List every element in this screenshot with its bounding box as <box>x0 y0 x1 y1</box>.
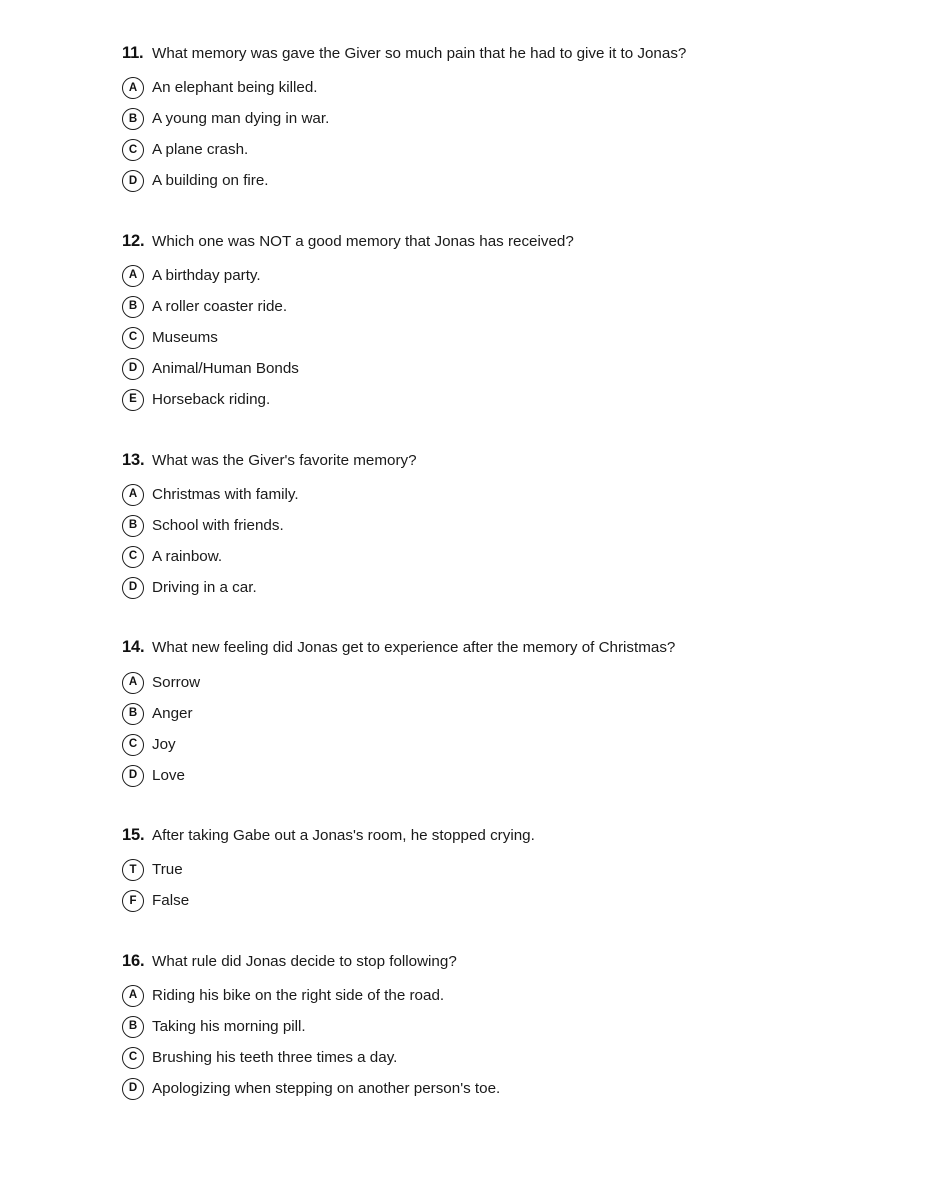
answer-option[interactable] <box>122 510 866 541</box>
question-line <box>122 44 866 64</box>
question-line <box>122 952 866 972</box>
option-text: Brushing his teeth three times a day. <box>152 1049 398 1067</box>
question-number: 11. <box>122 44 144 62</box>
option-text: Horseback riding. <box>152 391 271 409</box>
answer-option[interactable] <box>122 166 866 197</box>
answer-option[interactable] <box>122 385 866 416</box>
question-number: 15. <box>122 826 145 844</box>
option-marker-circle-icon[interactable]: D <box>122 765 144 787</box>
question-text: What memory was gave the Giver so much pain that he had to give it to Jonas? <box>152 45 687 62</box>
question-text: What rule did Jonas decide to stop following? <box>152 952 457 970</box>
option-marker-circle-icon[interactable]: A <box>122 985 144 1007</box>
question-text: What was the Giver's favorite memory? <box>152 451 417 469</box>
question-line <box>122 451 866 471</box>
question-number: 14. <box>122 638 145 657</box>
option-marker-circle-icon[interactable]: E <box>122 389 144 411</box>
option-text: Taking his morning pill. <box>152 1018 306 1036</box>
answer-option[interactable] <box>122 886 866 917</box>
option-text: Anger <box>152 704 193 722</box>
answer-option[interactable] <box>122 323 866 354</box>
option-marker-circle-icon[interactable]: C <box>122 546 144 568</box>
option-text: Animal/Human Bonds <box>152 360 299 378</box>
option-marker-circle-icon[interactable]: D <box>122 358 144 380</box>
option-text: A roller coaster ride. <box>152 298 288 316</box>
answer-option[interactable] <box>122 667 866 698</box>
question-block <box>122 952 866 1105</box>
question-text: After taking Gabe out a Jonas's room, he stopped crying. <box>152 827 535 844</box>
option-text: A birthday party. <box>152 267 261 285</box>
option-marker-circle-icon[interactable]: T <box>122 859 144 881</box>
question-block <box>122 44 866 197</box>
option-marker-circle-icon[interactable]: A <box>122 484 144 506</box>
question-block <box>122 451 866 604</box>
option-marker-circle-icon[interactable]: B <box>122 1016 144 1038</box>
answer-option[interactable] <box>122 261 866 292</box>
option-marker-circle-icon[interactable]: A <box>122 77 144 99</box>
option-text: True <box>152 861 183 879</box>
answer-option[interactable] <box>122 855 866 886</box>
question-number: 12. <box>122 231 145 250</box>
option-text: A plane crash. <box>152 141 249 159</box>
question-block <box>122 826 866 917</box>
question-number: 16. <box>122 951 145 970</box>
option-marker-circle-icon[interactable]: A <box>122 265 144 287</box>
question-number: 13. <box>122 450 145 469</box>
option-text: A building on fire. <box>152 172 269 190</box>
option-text: Riding his bike on the right side of the road. <box>152 987 445 1005</box>
answer-option[interactable] <box>122 104 866 135</box>
answer-option[interactable] <box>122 760 866 791</box>
question-line <box>122 638 866 658</box>
option-marker-circle-icon[interactable]: B <box>122 515 144 537</box>
option-marker-circle-icon[interactable]: B <box>122 108 144 130</box>
option-text: Love <box>152 766 185 784</box>
option-text: Christmas with family. <box>152 485 299 503</box>
answer-option[interactable] <box>122 698 866 729</box>
option-text: Joy <box>152 735 176 753</box>
answer-option[interactable] <box>122 729 866 760</box>
answer-option[interactable] <box>122 1012 866 1043</box>
question-text: Which one was NOT a good memory that Jonas has received? <box>152 232 574 250</box>
question-block <box>122 232 866 416</box>
question-line <box>122 232 866 252</box>
question-line <box>122 826 866 846</box>
option-text: False <box>152 892 190 910</box>
option-marker-circle-icon[interactable]: C <box>122 139 144 161</box>
answer-option[interactable] <box>122 354 866 385</box>
option-marker-circle-icon[interactable]: D <box>122 170 144 192</box>
option-marker-circle-icon[interactable]: B <box>122 703 144 725</box>
option-text: Driving in a car. <box>152 578 257 596</box>
option-marker-circle-icon[interactable]: C <box>122 1047 144 1069</box>
answer-option[interactable] <box>122 135 866 166</box>
answer-option[interactable] <box>122 73 866 104</box>
option-text: Museums <box>152 329 218 347</box>
option-text: A rainbow. <box>152 547 223 565</box>
answer-option[interactable] <box>122 981 866 1012</box>
option-text: Apologizing when stepping on another person's toe. <box>152 1080 501 1098</box>
option-marker-circle-icon[interactable]: C <box>122 734 144 756</box>
option-marker-circle-icon[interactable]: C <box>122 327 144 349</box>
option-text: An elephant being killed. <box>152 79 318 97</box>
option-marker-circle-icon[interactable]: D <box>122 1078 144 1100</box>
option-marker-circle-icon[interactable]: F <box>122 890 144 912</box>
question-text: What new feeling did Jonas get to experience after the memory of Christmas? <box>152 639 676 657</box>
answer-option[interactable] <box>122 479 866 510</box>
option-marker-circle-icon[interactable]: B <box>122 296 144 318</box>
answer-option[interactable] <box>122 572 866 603</box>
answer-option[interactable] <box>122 1074 866 1105</box>
question-block <box>122 638 866 791</box>
answer-option[interactable] <box>122 541 866 572</box>
option-marker-circle-icon[interactable]: A <box>122 672 144 694</box>
option-text: Sorrow <box>152 673 201 691</box>
answer-option[interactable] <box>122 292 866 323</box>
answer-option[interactable] <box>122 1043 866 1074</box>
option-text: A young man dying in war. <box>152 110 330 128</box>
option-text: School with friends. <box>152 516 284 534</box>
option-marker-circle-icon[interactable]: D <box>122 577 144 599</box>
